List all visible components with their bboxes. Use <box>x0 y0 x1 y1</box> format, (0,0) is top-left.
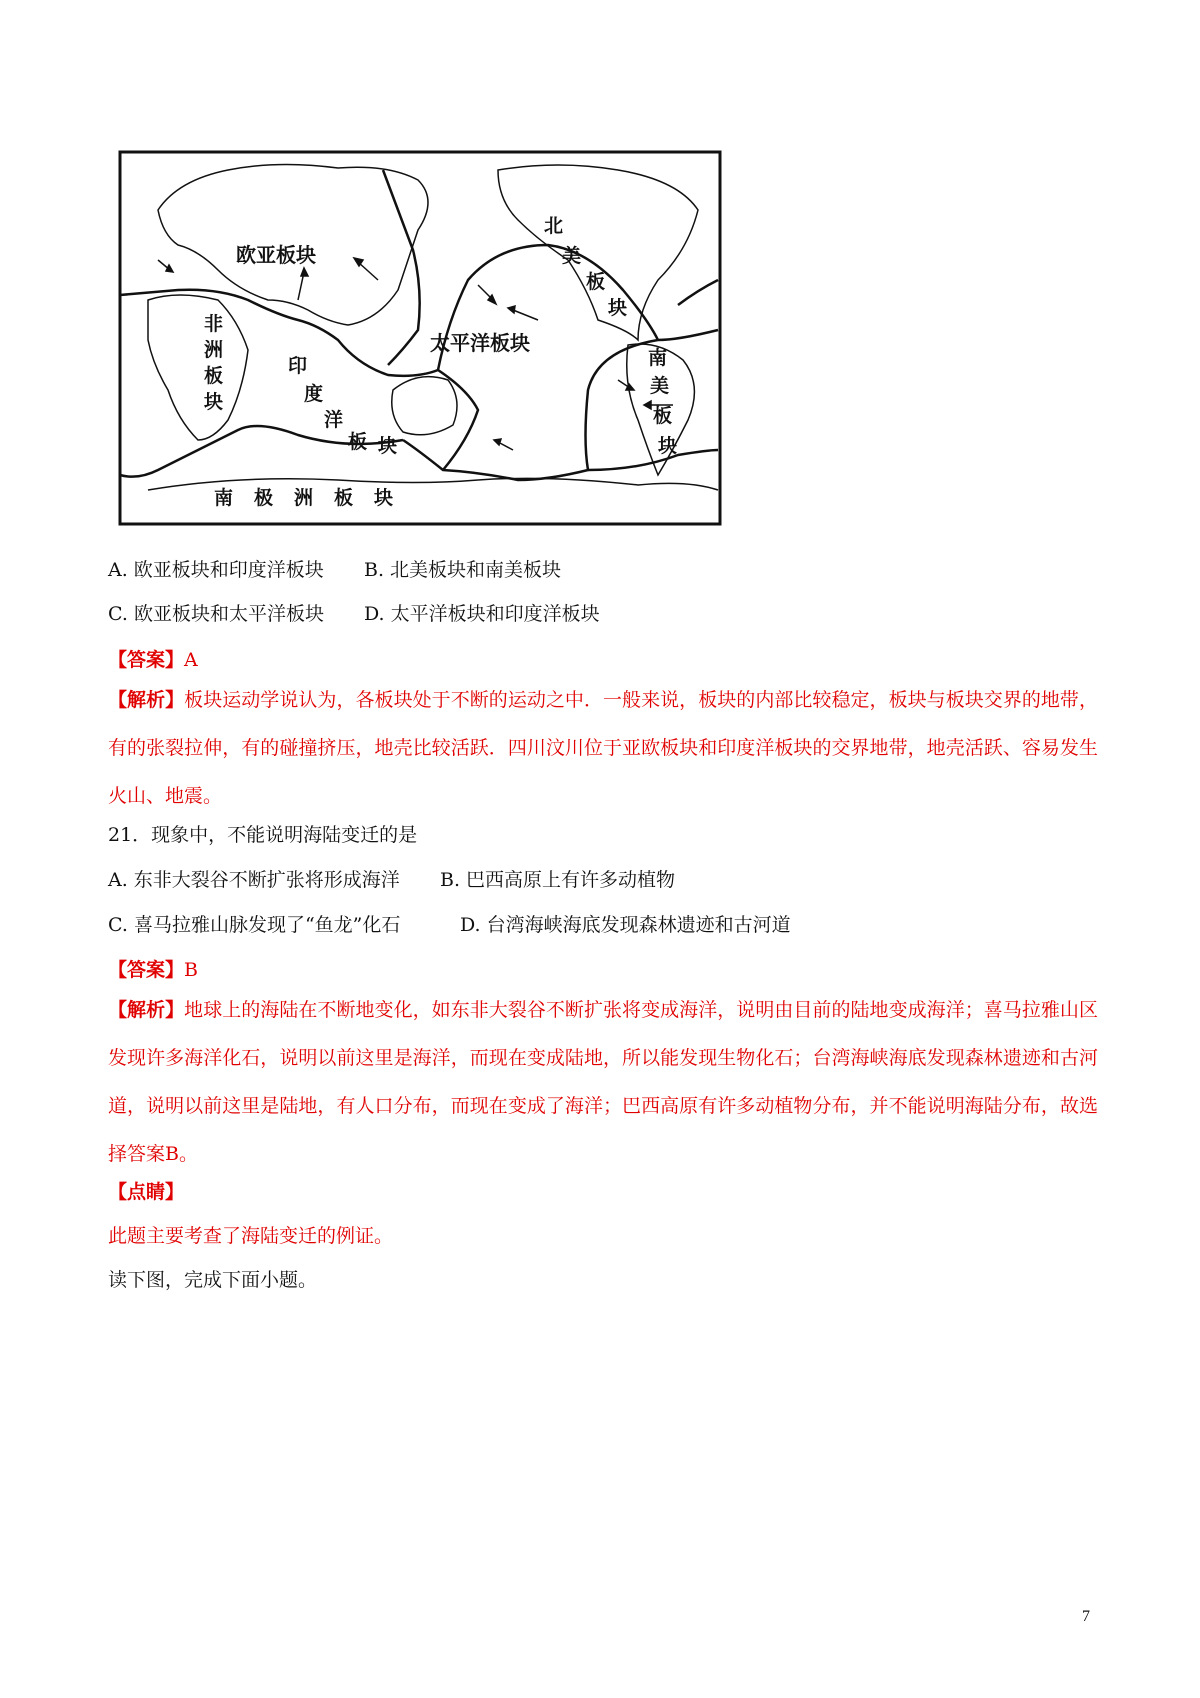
svg-text:块: 块 <box>374 487 394 509</box>
next-instruction: 读下图，完成下面小题。 <box>108 1269 318 1291</box>
svg-text:印: 印 <box>288 355 308 377</box>
svg-text:板: 板 <box>334 487 354 509</box>
analysis-label: 【解析】 <box>108 999 185 1021</box>
q21-answer <box>108 956 198 984</box>
answer-value: A <box>184 649 198 671</box>
q21-option-a: A. 东非大裂谷不断扩张将形成海洋 <box>108 869 400 891</box>
q21-comment: 此题主要考查了海陆变迁的例证。 <box>108 1225 394 1247</box>
q21-analysis <box>108 986 1098 1178</box>
svg-text:美: 美 <box>562 245 582 267</box>
answer-label: 【答案】 <box>108 959 185 981</box>
q21-comment-label: 【点睛】 <box>108 1181 185 1203</box>
svg-text:度: 度 <box>304 383 324 405</box>
page-number: 7 <box>1082 1608 1090 1625</box>
plate-map <box>118 150 724 530</box>
svg-text:板: 板 <box>653 405 673 427</box>
answer-label: 【答案】 <box>108 649 185 671</box>
svg-text:非: 非 <box>204 313 224 335</box>
svg-text:板: 板 <box>586 271 606 293</box>
label-eurasia-plate: 欧亚板块 <box>236 243 316 267</box>
label-pacific-plate: 太平洋板块 <box>430 331 530 355</box>
svg-text:南: 南 <box>648 347 668 369</box>
svg-text:南: 南 <box>214 487 234 509</box>
svg-text:洲: 洲 <box>204 339 224 361</box>
svg-text:洲: 洲 <box>294 487 314 509</box>
svg-text:板: 板 <box>348 431 368 453</box>
q21-option-d: D. 台湾海峡海底发现森林遗迹和古河道 <box>460 914 791 936</box>
q20-analysis <box>108 676 1098 820</box>
svg-text:块: 块 <box>658 435 678 457</box>
analysis-text: 地球上的海陆在不断地变化，如东非大裂谷不断扩张将变成海洋，说明由目前的陆地变成海洋；喜马拉雅山区发现许多海洋化石，说明以前这里是海洋，而现在变成陆地，所以能发现生物化石；台湾海峡海底发现森林遗迹和古河道，说明以前这里是陆地，有人口分布，而现在变成了海洋；巴西高原有许多动植物分布，并不能说明海陆分布，故选择答案B。 <box>108 999 1098 1165</box>
svg-text:极: 极 <box>254 487 274 509</box>
q21-option-b: B. 巴西高原上有许多动植物 <box>440 869 676 891</box>
answer-value: B <box>184 959 198 981</box>
analysis-text: 板块运动学说认为，各板块处于不断的运动之中．一般来说，板块的内部比较稳定，板块与板块交界的地带，有的张裂拉伸，有的碰撞挤压，地壳比较活跃．四川汶川位于亚欧板块和印度洋板块的交界地带，地壳活跃、容易发生火山、地震。 <box>108 689 1098 807</box>
analysis-label: 【解析】 <box>108 689 185 711</box>
svg-text:洋: 洋 <box>324 409 344 431</box>
svg-text:北: 北 <box>544 215 564 237</box>
q20-option-c: C. 欧亚板块和太平洋板块 <box>108 603 324 625</box>
svg-text:美: 美 <box>650 375 670 397</box>
svg-text:块: 块 <box>378 435 398 457</box>
q20-option-d: D. 太平洋板块和印度洋板块 <box>364 603 600 625</box>
svg-text:板: 板 <box>204 365 224 387</box>
q21-stem: 21．现象中，不能说明海陆变迁的是 <box>108 824 418 846</box>
svg-text:块: 块 <box>204 391 224 413</box>
q20-answer <box>108 646 198 674</box>
q20-option-b: B. 北美板块和南美板块 <box>364 559 562 581</box>
q21-option-c: C. 喜马拉雅山脉发现了“鱼龙”化石 <box>108 914 401 936</box>
svg-text:块: 块 <box>608 297 628 319</box>
q20-option-a: A. 欧亚板块和印度洋板块 <box>108 559 324 581</box>
